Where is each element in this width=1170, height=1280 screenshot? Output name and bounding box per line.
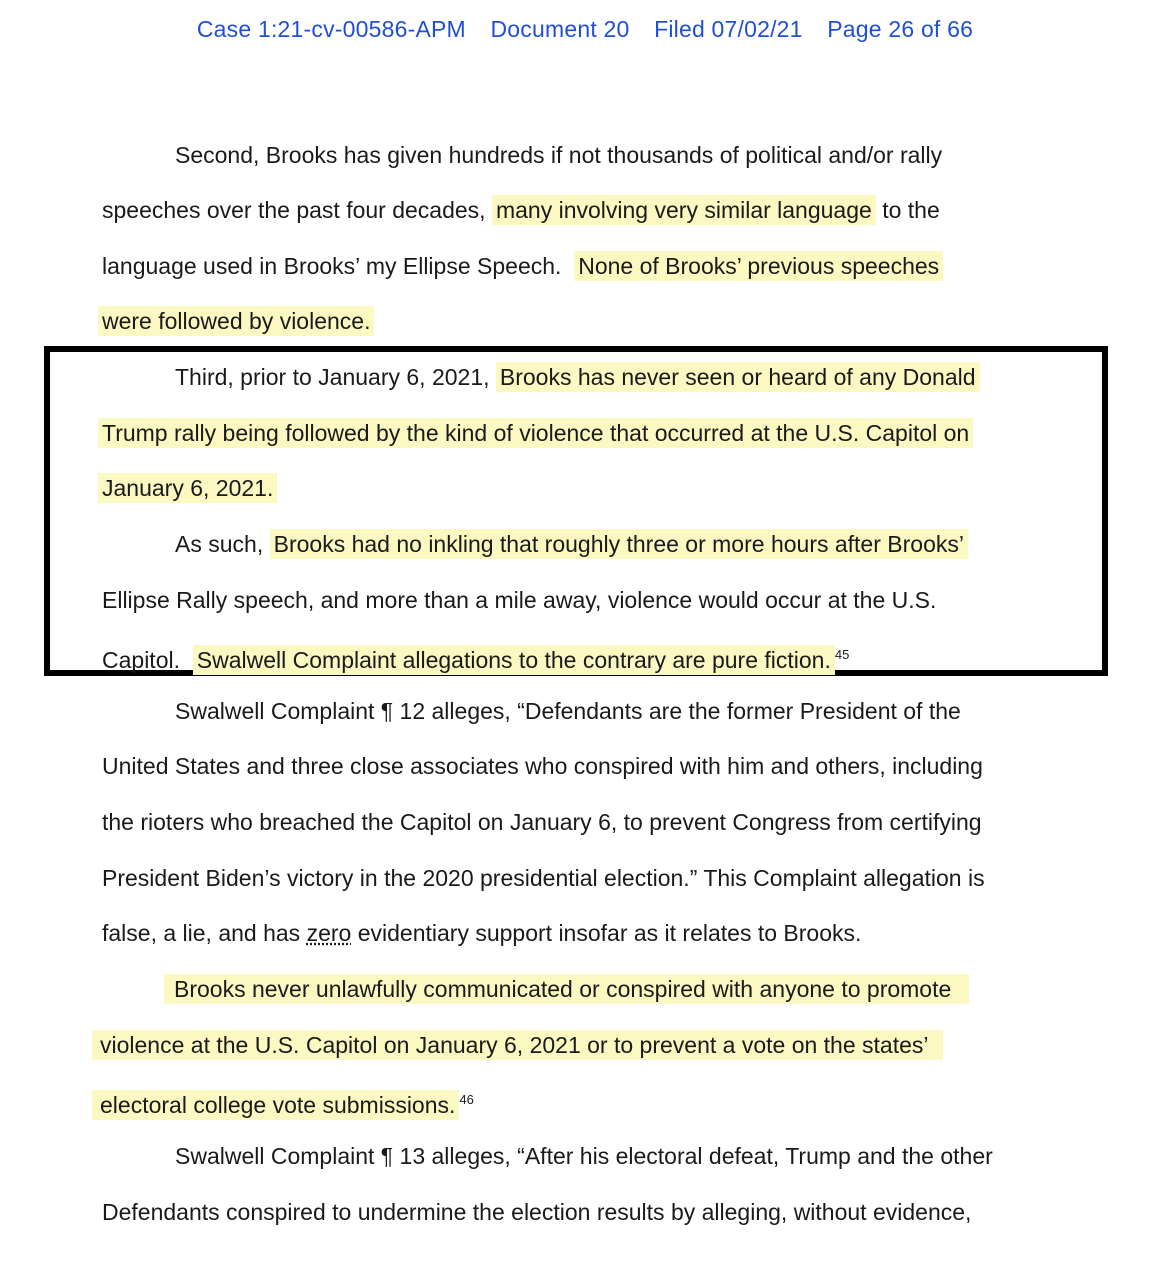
text-line (164, 972, 1170, 1006)
footnote-ref: 46 (459, 1092, 474, 1107)
document-number: Document 20 (490, 16, 630, 42)
text: false, a lie, and has (102, 920, 301, 946)
highlighted-text: Brooks never unlawfully communicated or conspired with anyone to promote (164, 974, 969, 1004)
text: Third, prior to January 6, 2021, (175, 364, 490, 390)
text-line (102, 583, 1170, 617)
text-line (98, 471, 1170, 505)
text-line (92, 1028, 1170, 1062)
filed-date: Filed 07/02/21 (654, 16, 803, 42)
highlighted-text: electoral college vote submissions. (92, 1090, 459, 1120)
footnote-ref: 45 (834, 647, 850, 662)
text-line (102, 193, 1170, 227)
text: Defendants conspired to undermine the election results by alleging, without evidence, (102, 1199, 972, 1225)
text-line (102, 749, 1170, 783)
highlighted-text: violence at the U.S. Capitol on January 6, 2021 or to prevent a vote on the states’ (92, 1030, 943, 1060)
text-line (175, 694, 1170, 728)
case-number: Case 1:21-cv-00586-APM (196, 16, 466, 42)
text: United States and three close associates who conspired with him and others, including (102, 753, 983, 779)
text: Swalwell Complaint ¶ 13 alleges, “After his electoral defeat, Trump and the other (175, 1143, 993, 1169)
text-line (175, 138, 1170, 172)
text: President Biden’s victory in the 2020 presidential election.” This Complaint allegation is (102, 865, 985, 891)
text-line (102, 249, 1170, 283)
text: to the (882, 197, 940, 223)
text: Swalwell Complaint ¶ 12 alleges, “Defendants are the former President of the (175, 698, 961, 724)
highlighted-text: Brooks had no inkling that roughly three or more hours after Brooks’ (270, 529, 968, 559)
text-line (98, 416, 1170, 450)
court-filing-header (0, 16, 1170, 43)
text-line (102, 805, 1170, 839)
highlight-box (44, 346, 1108, 676)
text-line (102, 861, 1170, 895)
underlined-text: zero (306, 920, 352, 946)
text-line (98, 304, 1170, 338)
page-number: Page 26 of 66 (827, 16, 974, 42)
text: As such, (175, 531, 264, 557)
text-line (175, 360, 1170, 394)
text-line (175, 527, 1170, 561)
text-line (102, 916, 1170, 950)
highlighted-text: Swalwell Complaint allegations to the contrary are pure fiction. (193, 645, 835, 675)
text-line (102, 1195, 1170, 1229)
text-line (102, 638, 1170, 677)
text: Second, Brooks has given hundreds if not thousands of political and/or rally (175, 142, 943, 168)
highlighted-text: Brooks has never seen or heard of any Donald (496, 362, 980, 392)
text: speeches over the past four decades, (102, 197, 486, 223)
highlighted-text: many involving very similar language (492, 195, 876, 225)
highlighted-text: None of Brooks’ previous speeches (574, 251, 943, 281)
text: Capitol. (102, 647, 180, 673)
text-line (92, 1083, 1170, 1122)
highlighted-text: were followed by violence. (98, 306, 374, 336)
text: the rioters who breached the Capitol on January 6, to prevent Congress from certifying (102, 809, 982, 835)
text: evidentiary support insofar as it relates to Brooks. (357, 920, 862, 946)
text: Ellipse Rally speech, and more than a mile away, violence would occur at the U.S. (102, 587, 937, 613)
highlighted-text: January 6, 2021. (98, 473, 277, 503)
highlighted-text: Trump rally being followed by the kind of violence that occurred at the U.S. Capitol on (98, 418, 973, 448)
text: language used in Brooks’ my Ellipse Speech. (102, 253, 562, 279)
text-line (175, 1139, 1170, 1173)
